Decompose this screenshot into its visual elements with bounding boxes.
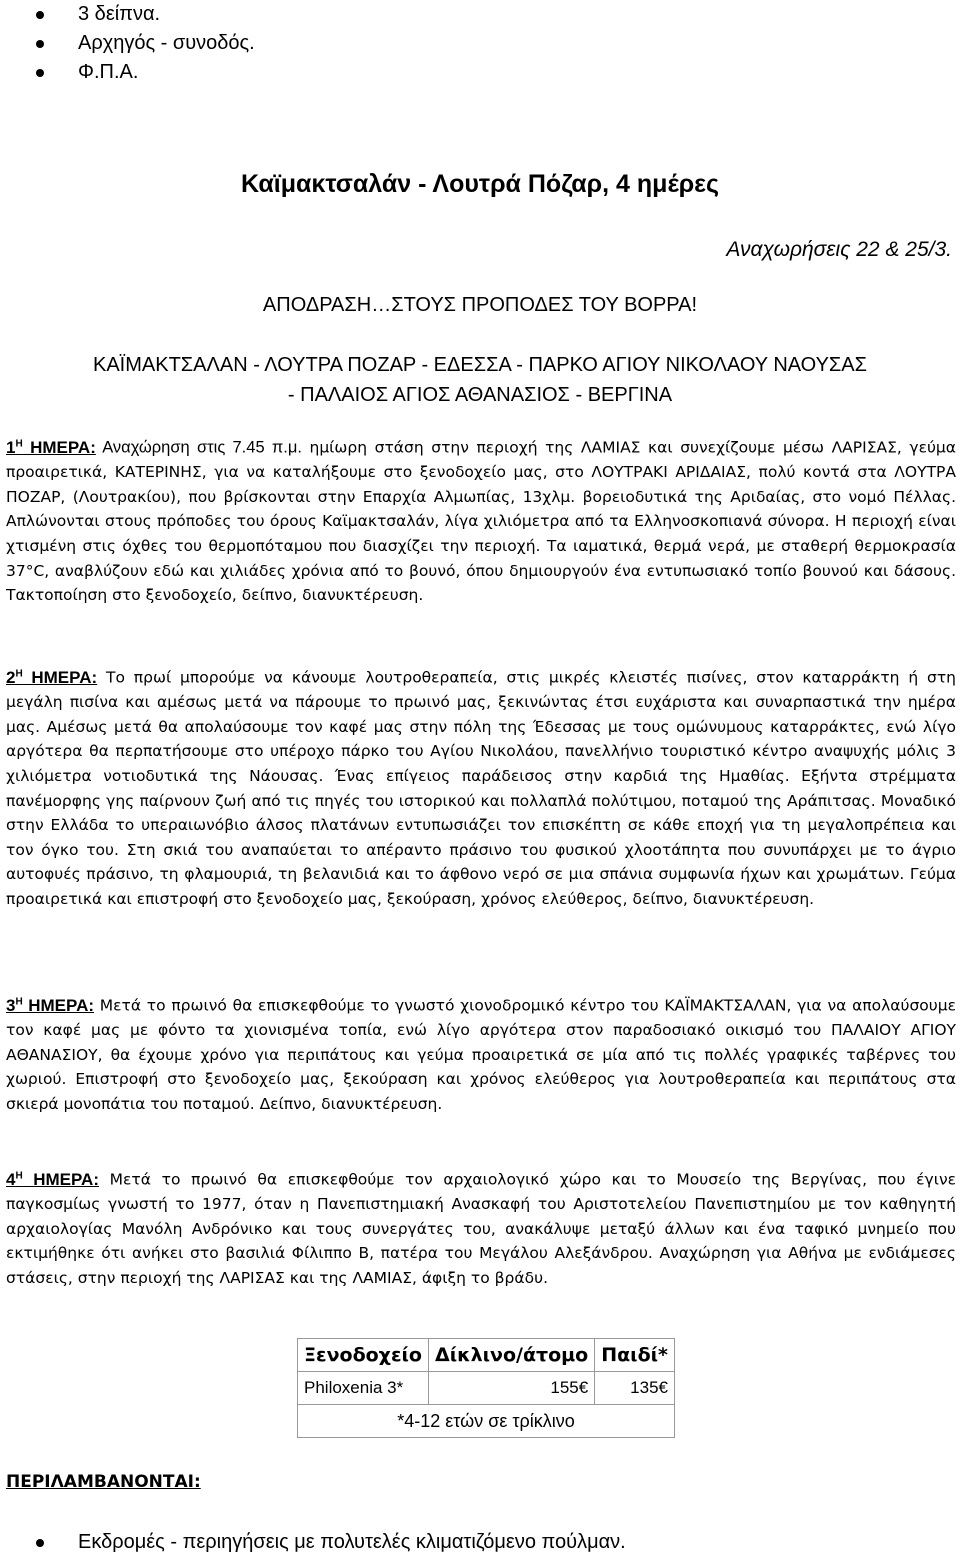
trip-title: Καϊμακτσαλάν - Λουτρά Πόζαρ, 4 ημέρες — [240, 170, 720, 198]
day-1-label: $1^H$ ΗΜΕΡΑ: — [6, 437, 96, 457]
cell-hotel: Philoxenia 3* — [298, 1372, 429, 1405]
table-header-row — [298, 1339, 675, 1372]
bullet-dot-icon — [36, 11, 44, 19]
header-double: Δίκλινο/άτομο — [428, 1339, 594, 1372]
list-item: 3 δείπνα. — [30, 0, 255, 29]
table-note-row — [298, 1405, 675, 1438]
price-table — [297, 1338, 675, 1438]
route-line-2: - ΠΑΛΑΙΟΣ ΑΓΙΟΣ ΑΘΑΝΑΣΙΟΣ - ΒΕΡΓΙΝΑ — [287, 384, 673, 406]
tagline: ΑΠΟΔΡΑΣΗ…ΣΤΟΥΣ ΠΡΟΠΟΔΕΣ ΤΟΥ ΒΟΡΡΑ! — [262, 294, 698, 316]
day-2-paragraph: $2^H$ ΗΜΕΡΑ: Το πρωί μπορούμε να κάνουμε λουτροθεραπεία, στις μικρές κλειστές πισίνες, στον καταρράκτη ή στη μεγάλη πισίνα και αμέσως μετά να πάρουμε το πρωινό μας, ξεκινώντας έτσι ευχάριστα και συναρπαστικά την ημέρα μας. Αμέσως μετά θα απολαύσουμε τον καφέ μας στην πόλη της Έδεσσας με τους ομώνυμους καταρράκτες, ενώ λίγο αργότερα θα περπατήσουμε στο υπέροχο πάρκο του Αγίου Νικολάου, πανελλήνιο τουριστικό κέντρο αναψυχής μόλις 3 χιλιόμετρα νοτιοδυτικά της Νάουσας. Ένας επίγειος παράδεισος στην καρδιά της Ημαθίας. Εξήντα στρέμματα πανέμορφης γης παίρνουν ζωή από τις πηγές του ιστορικού και πολλαπλά πολύτιμου, ποταμού της Αράπιτσας. Μοναδικό στην Ελλάδα το υπεραιωνόβιο άλσος πλατάνων εντυπωσιάζει τον επισκέπτη σε κάθε εποχή για τη μεγαλοπρέπεια και τον όγκο του. Στη σκιά του αναπαύεται το απέραντο πράσινο του φυσικού χλοοτάπητα που συνυπάρχει με το άγριο αυτοφυές πράσινο, τη φλαμουριά, τη βελανιδιά και το άφθονο νερό σε μια σπάνια συμφωνία ήχων και χρωμάτων. Γεύμα προαιρετικά και επιστροφή στο ξενοδοχείο μας, ξεκούραση, χρόνος ελεύθερος, δείπνο, διανυκτέρευση. — [6, 667, 957, 908]
day-2-label: $2^H$ ΗΜΕΡΑ: — [6, 667, 98, 687]
day-1-paragraph: $1^H$ ΗΜΕΡΑ: Αναχώρηση στις 7.45 π.μ. ημίωρη στάση στην περιοχή της ΛΑΜΙΑΣ και συνεχίζουμε μέσω ΛΑΡΙΣΑΣ, γεύμα προαιρετικά, ΚΑΤΕΡΙΝΗΣ, για να καταλήξουμε στο ξενοδοχείο μας, στο ΛΟΥΤΡΑΚΙ ΑΡΙΔΑΙΑΣ, πολύ κοντά στα ΛΟΥΤΡΑ ΠΟΖΑΡ, (Λουτρακίου), που βρίσκονται στην Επαρχία Αλμωπίας, 13χλμ. βορειοδυτικά της Αριδαίας, στο νομό Πέλλας. Απλώνονται στους πρόποδες του όρους Καϊμακτσαλάν, λίγα χιλιόμετρα από τα Ελληνοσκοπιανά σύνορα. Η περιοχή είναι χτισμένη στις όχθες του θερμοπόταμου που διασχίζει την περιοχή. Τα ιαματικά, θερμά νερά, με σταθερή θερμοκρασία 37°C, αναβλύζουν εδώ και χιλιάδες χρόνια από το βουνό, όπου δημιουργούν ένα εντυπωσιακό τοπίο βουνού και δάσους. Τακτοποίηση στο ξενοδοχείο, δείπνο, διανυκτέρευση. — [6, 437, 956, 605]
list-item: Αρχηγός - συνοδός. — [30, 29, 255, 58]
day-4-label: $4^H$ ΗΜΕΡΑ: — [6, 1169, 99, 1189]
day-3-paragraph: $3^H$ ΗΜΕΡΑ: Μετά το πρωινό θα επισκεφθούμε το γνωστό χιονοδρομικό κέντρο του ΚΑΪΜΑΚΤΣΑΛΑΝ, για να απολαύσουμε τον καφέ μας με φόντο τα χιονισμένα τοπία, ενώ λίγο αργότερα στον παραδοσιακό οικισμό του ΠΑΛΑΙΟΥ ΑΓΙΟΥ ΑΘΑΝΑΣΙΟΥ, θα έχουμε χρόνο για περιπάτους και γεύμα προαιρετικά σε μία από τις πολλές γραφικές ταβέρνες του χωριού. Επιστροφή στο ξενοδοχείο μας, ξεκούραση και χρόνος ελεύθερος για λουτροθεραπεία και περιπάτους στα σκιερά μονοπάτια του ποταμού. Δείπνο, διανυκτέρευση. — [6, 995, 956, 1114]
day-4-paragraph: $4^H$ ΗΜΕΡΑ: Μετά το πρωινό θα επισκεφθούμε τον αρχαιολογικό χώρο και το Μουσείο της Βεργίνας, που έγινε παγκοσμίως γνωστή το 1977, όταν η Πανεπιστημιακή Ανασκαφή του Αριστοτελείου Πανεπιστημίου με τον καθηγητή αρχαιολογίας Μανόλη Ανδρόνικο και τους συνεργάτες του, ανακάλυψε μεταξύ άλλων και ένα ταφικό μνημείο που εκτιμήθηκε ότι ανήκει στο βασιλιά Φίλιππο Β, πατέρα του Μεγάλου Αλεξάνδρου. Αναχώρηση για Αθήνα με ενδιάμεσες στάσεις, στην περιοχή της ΛΑΡΙΣΑΣ και της ΛΑΜΙΑΣ, άφιξη το βράδυ. — [6, 1169, 956, 1288]
bullet-dot-icon — [36, 1539, 44, 1547]
top-bullet-list — [30, 0, 255, 87]
bullet-dot-icon — [36, 40, 44, 48]
route-line-1: ΚΑΪΜΑΚΤΣΑΛΑΝ - ΛΟΥΤΡΑ ΠΟΖΑΡ - ΕΔΕΣΣΑ - ΠΑΡΚΟ ΑΓΙΟΥ ΝΙΚΟΛΑΟΥ ΝΑΟΥΣΑΣ — [93, 354, 867, 376]
child-age-note: *4-12 ετών σε τρίκλινο — [298, 1405, 675, 1438]
header-child: Παιδί* — [595, 1339, 675, 1372]
list-item: Φ.Π.Α. — [30, 58, 255, 87]
cell-double-price: 155€ — [428, 1372, 594, 1405]
header-hotel: Ξενοδοχείο — [298, 1339, 429, 1372]
bullet-dot-icon — [36, 69, 44, 77]
day-3-label: $3^H$ ΗΜΕΡΑ: — [6, 995, 95, 1015]
table-row — [298, 1372, 675, 1405]
bottom-bullet-list — [30, 1528, 626, 1557]
includes-heading: ΠΕΡΙΛΑΜΒΑΝΟΝΤΑΙ: — [6, 1472, 201, 1492]
list-item: Εκδρομές - περιηγήσεις με πολυτελές κλιματιζόμενο πούλμαν. — [30, 1528, 626, 1557]
departure-dates: Αναχωρήσεις 22 & 25/3. — [726, 238, 952, 261]
cell-child-price: 135€ — [595, 1372, 675, 1405]
